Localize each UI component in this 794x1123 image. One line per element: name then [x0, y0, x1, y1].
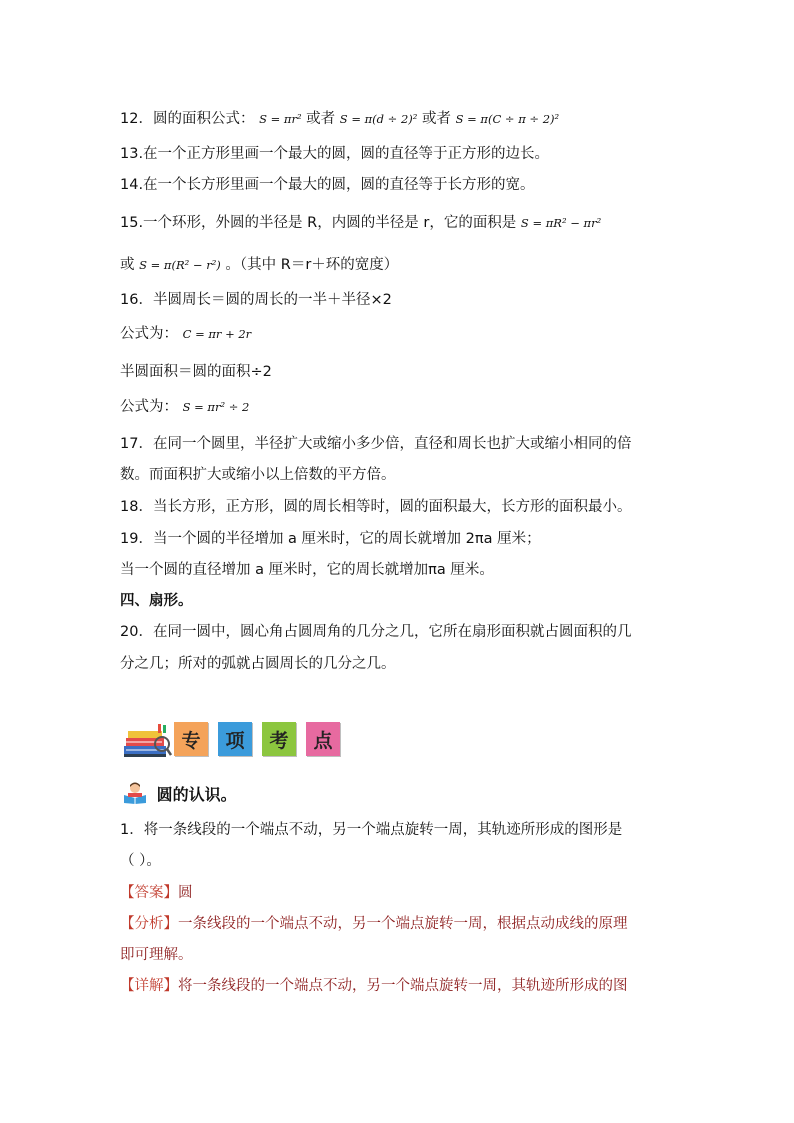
question-1-line2: （ ）。	[120, 853, 161, 869]
item-16: 16．半圆周长＝圆的周长的一半＋半径×2	[120, 292, 392, 308]
item-17-line1: 17．在同一个圆里，半径扩大或缩小多少倍，直径和周长也扩大或缩小相同的倍	[120, 436, 632, 452]
item-16-area: 半圆面积＝圆的面积÷2	[120, 364, 272, 380]
item-15: 15.一个环形，外圆的半径是 R，内圆的半径是 r，它的面积是 S = πR² − πr²	[120, 215, 602, 231]
item-17-line2: 数。而面积扩大或缩小以上倍数的平方倍。	[120, 467, 396, 483]
item-15-continued: 或 S = π(R² − r²) 。（其中 R＝r＋环的宽度）	[120, 257, 399, 273]
item-16-area-formula: 公式为： S = πr² ÷ 2	[120, 399, 250, 415]
special-topics-banner	[122, 722, 362, 762]
formula-semicircle-area: S = πr² ÷ 2	[182, 400, 250, 414]
analysis-line2: 即可理解。	[120, 947, 193, 963]
item-20-line1: 20．在同一圆中，圆心角占圆周角的几分之几，它所在扇形面积就占圆面积的几	[120, 624, 632, 640]
item-16-formula: 公式为： C = πr + 2r	[120, 326, 252, 342]
formula-circle-area-circumference: S = π(C ÷ π ÷ 2)²	[455, 112, 560, 126]
item-19-line2: 当一个圆的直径增加 a 厘米时，它的周长就增加πa 厘米。	[120, 562, 494, 578]
banner-char-1: 专	[174, 722, 208, 756]
item-12: 12．圆的面积公式： S = πr² 或者 S = π(d ÷ 2)² 或者 S = π(C ÷ π ÷ 2)²	[120, 111, 560, 127]
item-19-line1: 19．当一个圆的半径增加 a 厘米时，它的周长就增加 2πa 厘米；	[120, 531, 541, 547]
banner-char-4: 点	[306, 722, 340, 756]
analysis-line1: 【分析】一条线段的一个端点不动，另一个端点旋转一周，根据点动成线的原理	[120, 916, 628, 932]
banner-char-3: 考	[262, 722, 296, 756]
subsection-heading: 圆的认识。	[122, 782, 237, 809]
analysis-tag: 【分析】	[120, 916, 178, 932]
formula-ring-area-alt: S = π(R² − r²)	[139, 258, 221, 272]
formula-ring-area: S = πR² − πr²	[520, 216, 602, 230]
item-18: 18．当长方形，正方形，圆的周长相等时，圆的面积最大，长方形的面积最小。	[120, 499, 632, 515]
answer-tag: 【答案】	[120, 885, 178, 901]
answer-value: 圆	[178, 885, 193, 901]
item-14: 14.在一个长方形里画一个最大的圆，圆的直径等于长方形的宽。	[120, 177, 535, 193]
banner-char-2: 项	[218, 722, 252, 756]
section-heading-sector: 四、扇形。	[120, 593, 193, 609]
item-20-line2: 分之几；所对的弧就占圆周长的几分之几。	[120, 656, 396, 672]
formula-circle-area-diameter: S = π(d ÷ 2)²	[339, 112, 418, 126]
detail-line1: 【详解】将一条线段的一个端点不动，另一个端点旋转一周，其轨迹所形成的图	[120, 978, 628, 994]
answer-line	[120, 883, 193, 903]
formula-semicircle-perimeter: C = πr + 2r	[182, 327, 252, 341]
item-13: 13.在一个正方形里画一个最大的圆，圆的直径等于正方形的边长。	[120, 146, 550, 162]
formula-circle-area: S = πr²	[259, 112, 302, 126]
detail-tag: 【详解】	[120, 978, 178, 994]
reading-child-icon	[122, 782, 148, 809]
question-1-line1: 1．将一条线段的一个端点不动，另一个端点旋转一周，其轨迹所形成的图形是	[120, 822, 623, 838]
books-icon	[122, 724, 172, 764]
